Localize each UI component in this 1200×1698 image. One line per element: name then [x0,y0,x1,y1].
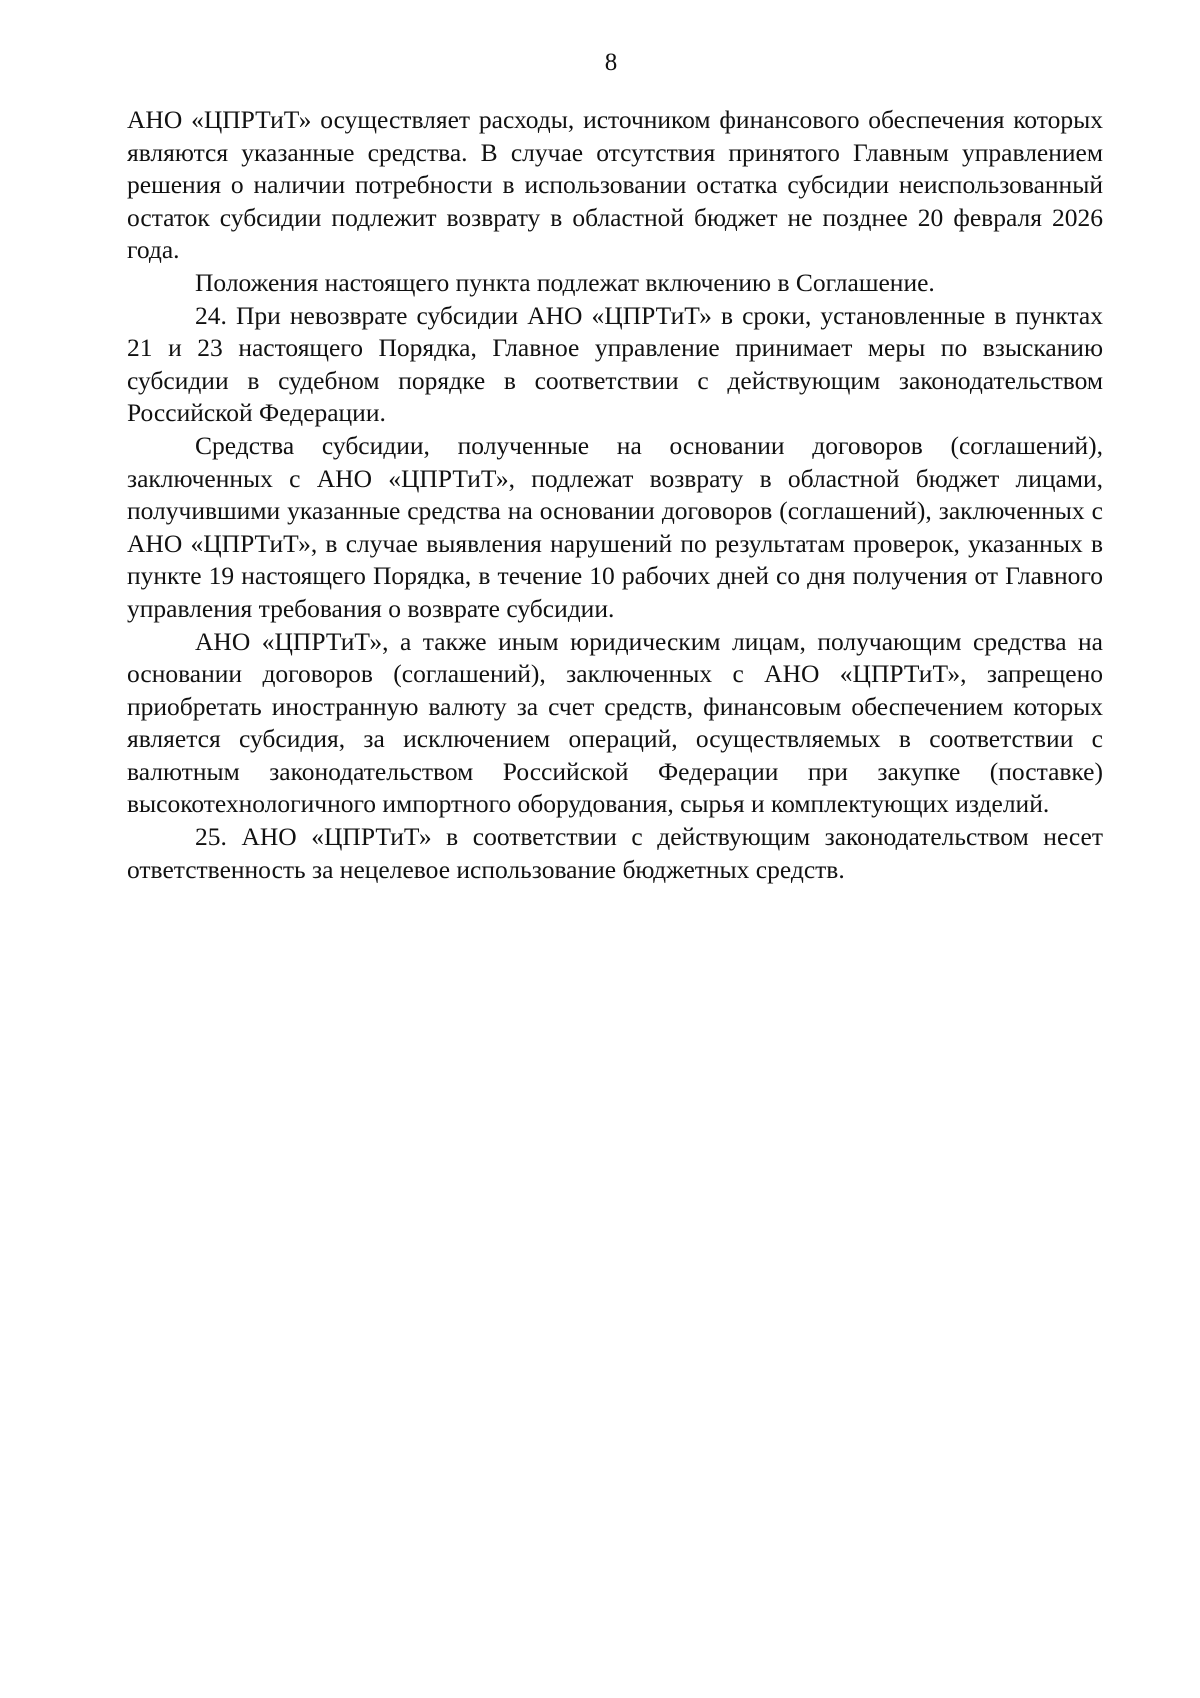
page-number: 8 [604,49,618,76]
paragraph-item-25: 25. АНО «ЦПРТиТ» в соответствии с действующим законодательством несет ответственность за нецелевое использование бюджетных средств. [127,822,1103,884]
paragraph-continuation: АНО «ЦПРТиТ» осуществляет расходы, источником финансового обеспечения которых являются указанные средства. В случае отсутствия принятого Главным управлением решения о наличии потребности в использовании остатка субсидии неиспользованный остаток субсидии подлежит возврату в областной бюджет не позднее 20 февраля 2026 года. [127,105,1103,265]
paragraph-item-24: 24. При невозврате субсидии АНО «ЦПРТиТ» в сроки, установленные в пунктах 21 и 23 настоящего Порядка, Главное управление принимает меры по взысканию субсидии в судебном порядке в соответствии с действующим законодательством Российской Федерации. [127,300,1103,428]
document-body [127,104,1103,886]
paragraph-subsidy-return: Средства субсидии, полученные на основании договоров (соглашений), заключенных с АНО «ЦПРТиТ», подлежат возврату в областной бюджет лицами, получившими указанные средства на основании договоров (соглашений), заключенных с АНО «ЦПРТиТ», в случае выявления нарушений по результатам проверок, указанных в пункте 19 настоящего Порядка, в течение 10 рабочих дней со дня получения от Главного управления требования о возврате субсидии. [127,430,1103,623]
paragraph-currency-restriction: АНО «ЦПРТиТ», а также иным юридическим лицам, получающим средства на основании договоров (соглашений), заключенных с АНО «ЦПРТиТ», запрещено приобретать иностранную валюту за счет средств, финансовым обеспечением которых является субсидия, за исключением операций, осуществляемых в соответствии с валютным законодательством Российской Федерации при закупке (поставке) высокотехнологичного импортного оборудования, сырья и комплектующих изделий. [127,626,1103,819]
paragraph-agreement-provision: Положения настоящего пункта подлежат включению в Соглашение. [195,267,935,297]
